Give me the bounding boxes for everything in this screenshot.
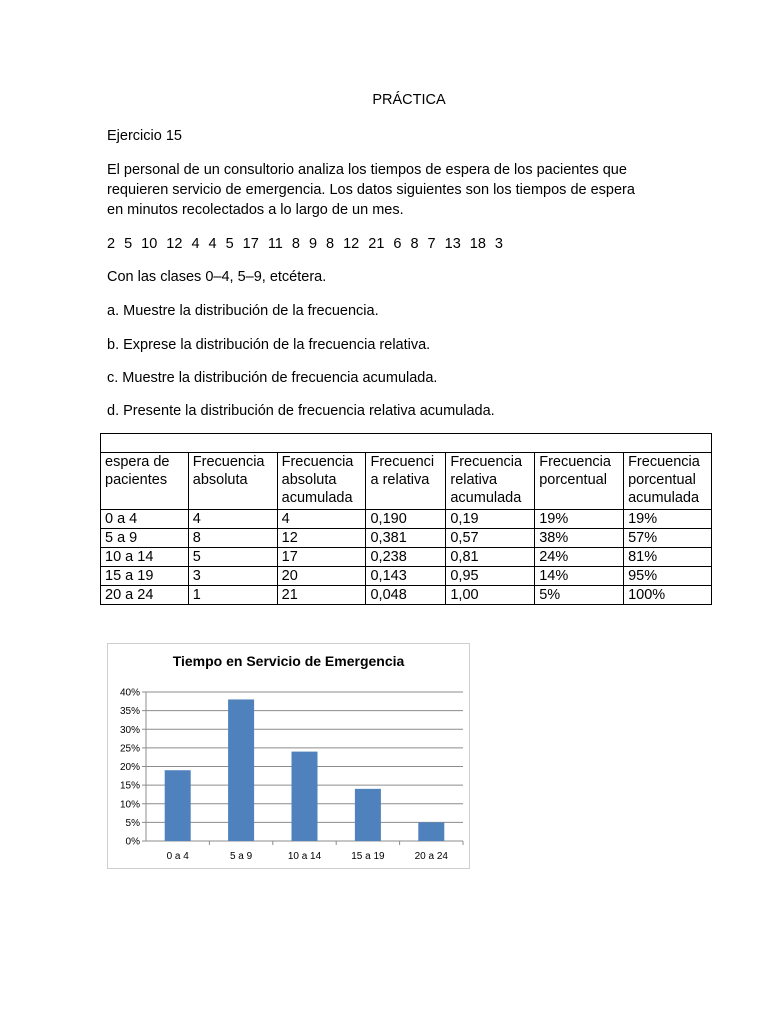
header-line: Frecuencia [628,454,700,470]
header-line: Frecuencia [281,454,354,470]
x-tick-label: 10 a 14 [287,851,322,862]
bar [418,822,444,841]
data-value: 2 [107,236,116,252]
table-row [101,567,712,586]
y-tick-label: 30% [119,724,140,736]
table-cell: 4 [277,510,366,529]
data-value: 9 [308,236,318,252]
table-header-cell [535,453,624,510]
data-value: 12 [166,236,183,252]
item-d: d. Presente la distribución de frecuencia relativa acumulada. [107,403,495,419]
header-line: Frecuencia [539,454,611,470]
table-row [101,548,712,567]
intro-line-3: en minutos recolectados a lo largo de un mes. [107,202,404,218]
x-tick-label: 15 a 19 [351,851,385,862]
table-header-cell [277,453,366,510]
bar [228,699,254,841]
data-values [107,234,667,254]
chart-svg [108,644,469,868]
header-line: Frecuenci [370,454,435,470]
page-title: PRÁCTICA [372,92,446,108]
table-cell: 0,381 [366,529,446,548]
table-cell: 8 [188,529,277,548]
table-cell: 5 a 9 [101,529,189,548]
header-line: acumulada [281,490,353,506]
table-cell: 95% [624,567,712,586]
bar-chart [107,643,470,869]
x-tick-label: 20 a 24 [414,851,448,862]
chart-title: Tiempo en Servicio de Emergencia [172,653,405,669]
table-cell: 24% [535,548,624,567]
data-value: 8 [291,236,300,252]
data-value: 13 [444,236,461,252]
table-row [101,510,712,529]
header-line: relativa [450,472,498,488]
table-cell: 0,19 [446,510,535,529]
table-header-cell [624,453,712,510]
data-value: 12 [343,236,360,252]
table-cell: 100% [624,586,712,605]
table-header-row [101,453,712,510]
table-row [101,529,712,548]
data-value: 4 [208,236,217,252]
table-cell: 10 a 14 [101,548,189,567]
data-value: 4 [191,236,200,252]
table-cell: 3 [188,567,277,586]
intro-line-1: El personal de un consultorio analiza los tiempos de espera de los pacientes que [107,162,627,178]
data-value: 3 [494,236,503,252]
table-blank-row [101,434,712,453]
header-line: porcentual [539,472,607,488]
header-line: a relativa [370,472,430,488]
table-cell: 0,190 [366,510,446,529]
table-cell: 0,238 [366,548,446,567]
header-line: Frecuencia [450,454,523,470]
intro-line-2: requieren servicio de emergencia. Los datos siguientes son los tiempos de espera [107,182,635,198]
table-cell: 81% [624,548,712,567]
table-row [101,586,712,605]
header-line: acumulada [628,490,700,506]
table-cell: 0,81 [446,548,535,567]
bar [165,770,191,841]
table-cell: 57% [624,529,712,548]
table-cell: 0,57 [446,529,535,548]
header-line: acumulada [450,490,522,506]
table-header-cell [188,453,277,510]
table-cell: 19% [535,510,624,529]
header-line: espera de [105,454,170,470]
data-value: 11 [267,236,283,252]
exercise-heading: Ejercicio 15 [107,128,182,144]
x-tick-label: 0 a 4 [166,851,189,862]
table-cell: 0,048 [366,586,446,605]
table-header-cell [366,453,446,510]
item-a: a. Muestre la distribución de la frecuencia. [107,303,379,319]
y-tick-label: 25% [119,743,140,755]
table-cell: 20 a 24 [101,586,189,605]
frequency-table [100,433,712,605]
data-value: 21 [368,236,385,252]
y-tick-label: 35% [119,706,140,718]
table-cell: 12 [277,529,366,548]
y-tick-label: 5% [125,817,140,829]
data-value: 8 [410,236,419,252]
data-value: 8 [326,236,335,252]
bar [292,752,318,841]
data-value: 5 [124,236,133,252]
table-header-cell [446,453,535,510]
header-line: pacientes [105,472,168,488]
y-tick-label: 20% [119,762,140,773]
table-cell: 4 [188,510,277,529]
header-line: Frecuencia [192,454,265,470]
data-value: 6 [393,236,402,252]
bar [355,789,381,841]
item-c: c. Muestre la distribución de frecuencia acumulada. [107,370,438,386]
table-cell: 38% [535,529,624,548]
header-line: absoluta [281,472,337,488]
table-cell: 1,00 [446,586,535,605]
table-cell: 0,143 [366,567,446,586]
table-cell: 14% [535,567,624,586]
header-line: porcentual [628,472,696,488]
table-cell: 21 [277,586,366,605]
table-cell: 5 [188,548,277,567]
data-value: 17 [242,236,259,252]
y-tick-label: 10% [119,799,140,811]
header-line: absoluta [192,472,248,488]
table-cell: 17 [277,548,366,567]
table-header-cell [101,453,189,510]
y-tick-label: 40% [119,687,140,699]
table-cell: 19% [624,510,712,529]
item-b: b. Exprese la distribución de la frecuencia relativa. [107,337,431,353]
y-tick-label: 0% [125,836,140,848]
data-value: 18 [469,236,486,252]
data-value: 7 [427,236,436,252]
classes-line: Con las clases 0–4, 5–9, etcétera. [107,269,327,285]
table-cell: 0,95 [446,567,535,586]
table-cell: 20 [277,567,366,586]
x-tick-label: 5 a 9 [229,851,253,862]
y-tick-label: 15% [119,780,140,792]
table-cell: 15 a 19 [101,567,189,586]
data-value: 5 [225,236,234,252]
data-value: 10 [141,236,158,252]
table-cell: 5% [535,586,624,605]
table-cell: 0 a 4 [101,510,189,529]
table-cell: 1 [188,586,277,605]
